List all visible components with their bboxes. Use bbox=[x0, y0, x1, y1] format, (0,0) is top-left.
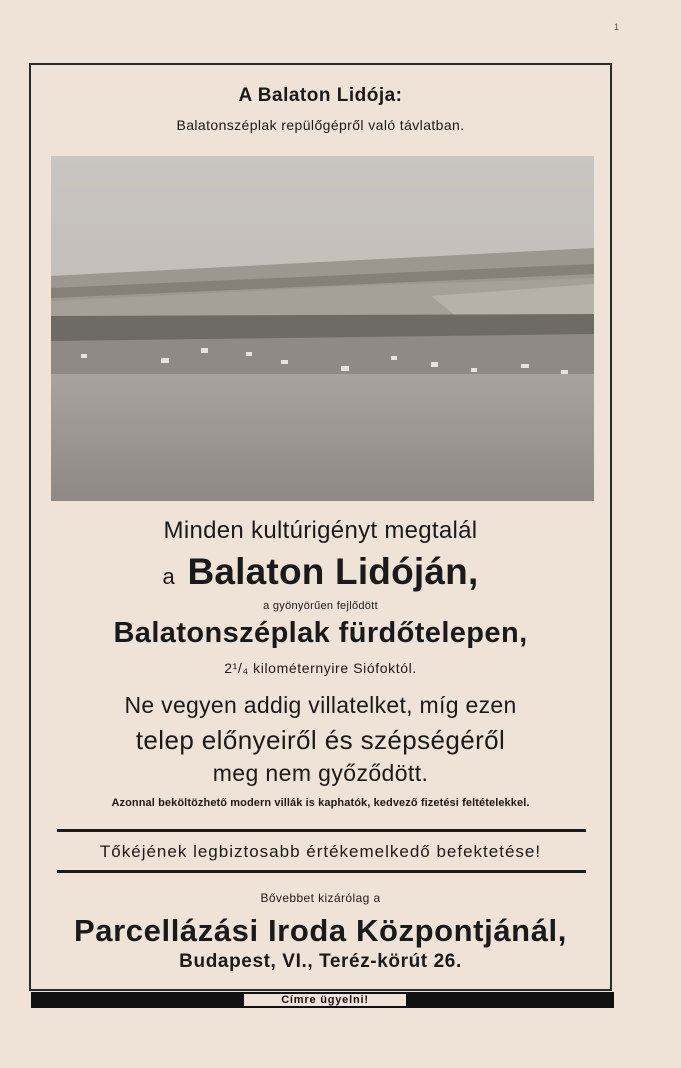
headline-place: Balaton Lidóján, bbox=[187, 551, 479, 592]
advertisement-frame bbox=[29, 63, 612, 991]
headline-line-2 bbox=[31, 551, 610, 593]
divider-bottom bbox=[57, 870, 586, 873]
distance-note: 2¹/₄ kilométernyire Siófoktól. bbox=[224, 660, 417, 676]
footer-note: Címre ügyelni! bbox=[243, 993, 407, 1007]
ad-subtitle: Balatonszéplak repülőgépről való távlatban. bbox=[176, 117, 465, 133]
page-number: 1 bbox=[614, 22, 620, 32]
headline-line-3: a gyönyörűen fejlődött bbox=[263, 600, 378, 612]
ad-title: A Balaton Lidója: bbox=[238, 85, 403, 106]
footer-bar bbox=[31, 992, 614, 1008]
aerial-photo-image bbox=[51, 156, 594, 501]
headline-line-4: Balatonszéplak fürdőtelepen, bbox=[113, 617, 528, 649]
headline-article: a bbox=[162, 564, 175, 589]
divider-top bbox=[57, 829, 586, 832]
info-intro: Bővebbet kizárólag a bbox=[260, 891, 381, 905]
villa-note: Azonnal beköltözhető modern villák is kaphatók, kedvező fizetési feltételekkel. bbox=[111, 797, 530, 809]
investment-slogan: Tőkéjének legbiztosabb értékemelkedő befektetése! bbox=[99, 842, 542, 861]
body-line-2: telep előnyeiről és szépségéről bbox=[135, 725, 506, 755]
office-address: Budapest, VI., Teréz-körút 26. bbox=[179, 951, 462, 972]
body-line-3: meg nem győződött. bbox=[212, 760, 429, 786]
aerial-photo bbox=[51, 156, 594, 501]
body-line-1: Ne vegyen addig villatelket, míg ezen bbox=[124, 692, 517, 718]
office-name: Parcellázási Iroda Központjánál, bbox=[74, 913, 567, 948]
headline-line-1: Minden kultúrigényt megtalál bbox=[163, 517, 478, 544]
